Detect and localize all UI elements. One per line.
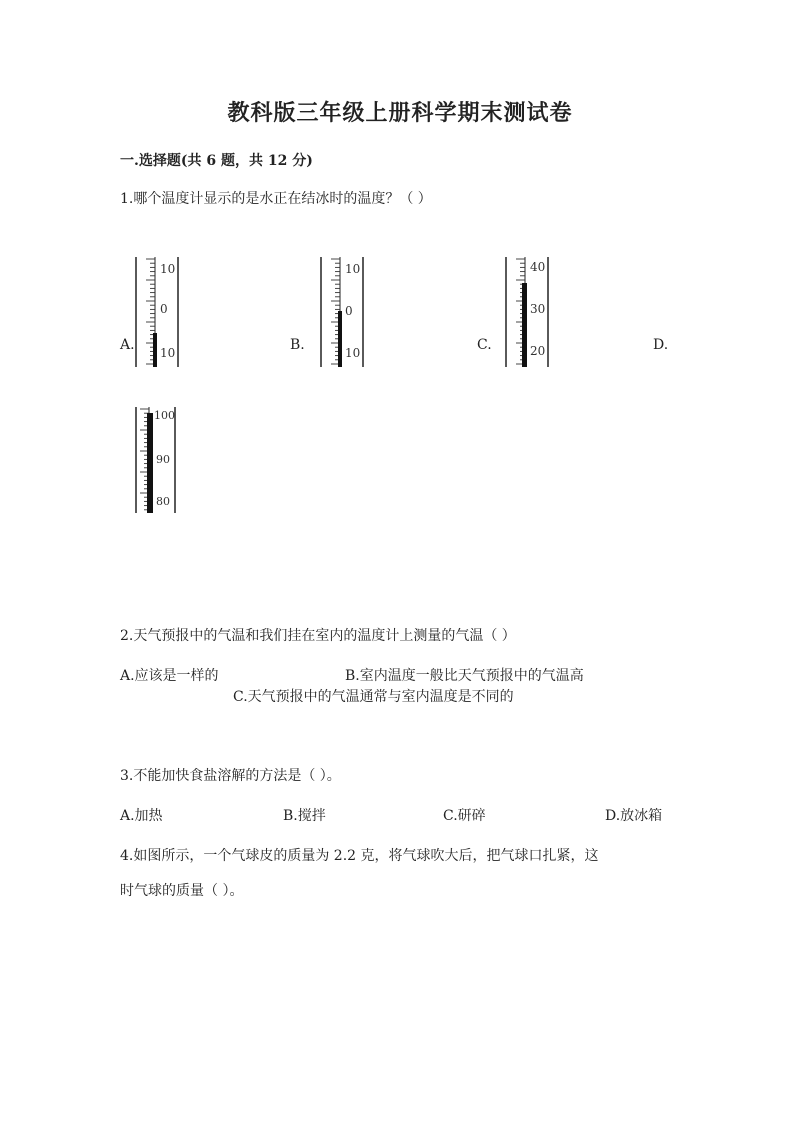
question-3-option-d[interactable]: D.放冰箱 [605, 808, 663, 824]
thermometer-b-image [318, 255, 378, 375]
question-4-text-line2: 时气球的质量（ ）。 [120, 883, 244, 899]
question-1-option-b[interactable]: B. [290, 337, 305, 353]
question-3-option-a[interactable]: A.加热 [120, 808, 163, 824]
thermometer-d-label-top: 100 [154, 409, 175, 422]
thermometer-c-label-mid: 30 [530, 302, 546, 316]
question-2-option-a[interactable]: A.应该是一样的 [120, 668, 219, 684]
question-1-text: 1.哪个温度计显示的是水正在结冰时的温度？（ ） [120, 191, 432, 207]
thermometer-d-label-mid: 90 [156, 453, 170, 466]
thermometer-a-image [133, 255, 193, 375]
thermometer-a-label-mid: 0 [160, 302, 168, 316]
question-2-text: 2.天气预报中的气温和我们挂在室内的温度计上测量的气温（ ） [120, 628, 516, 644]
question-1-option-c[interactable]: C. [477, 337, 492, 353]
thermometer-b-label-mid: 0 [345, 304, 353, 318]
question-4-text-line1: 4.如图所示，一个气球皮的质量为 2.2 克，将气球吹大后，把气球口扎紧，这 [120, 848, 599, 864]
thermometer-b-label-top: 10 [345, 262, 361, 276]
question-2-option-b[interactable]: B.室内温度一般比天气预报中的气温高 [345, 668, 584, 684]
thermometer-c-label-top: 40 [530, 260, 546, 274]
question-3-option-c[interactable]: C.研碎 [443, 808, 486, 824]
thermometer-c-label-bottom: 20 [530, 344, 546, 358]
question-1-option-a[interactable]: A. [120, 337, 135, 353]
section-heading: 一.选择题(共 6 题，共 12 分) [120, 153, 313, 169]
thermometer-a-label-bottom: 10 [160, 346, 176, 360]
page-title: 教科版三年级上册科学期末测试卷 [227, 100, 573, 126]
question-3-option-b[interactable]: B.搅拌 [283, 808, 326, 824]
question-2-option-c[interactable]: C.天气预报中的气温通常与室内温度是不同的 [233, 689, 514, 705]
question-1-option-d[interactable]: D. [653, 337, 669, 353]
thermometer-d-image [133, 405, 193, 525]
question-3-text: 3.不能加快食盐溶解的方法是（ ）。 [120, 768, 341, 784]
thermometer-a-label-top: 10 [160, 262, 176, 276]
thermometer-b-label-bottom: 10 [345, 346, 361, 360]
thermometer-c-image [503, 255, 563, 375]
thermometer-d-label-bottom: 80 [156, 495, 170, 508]
